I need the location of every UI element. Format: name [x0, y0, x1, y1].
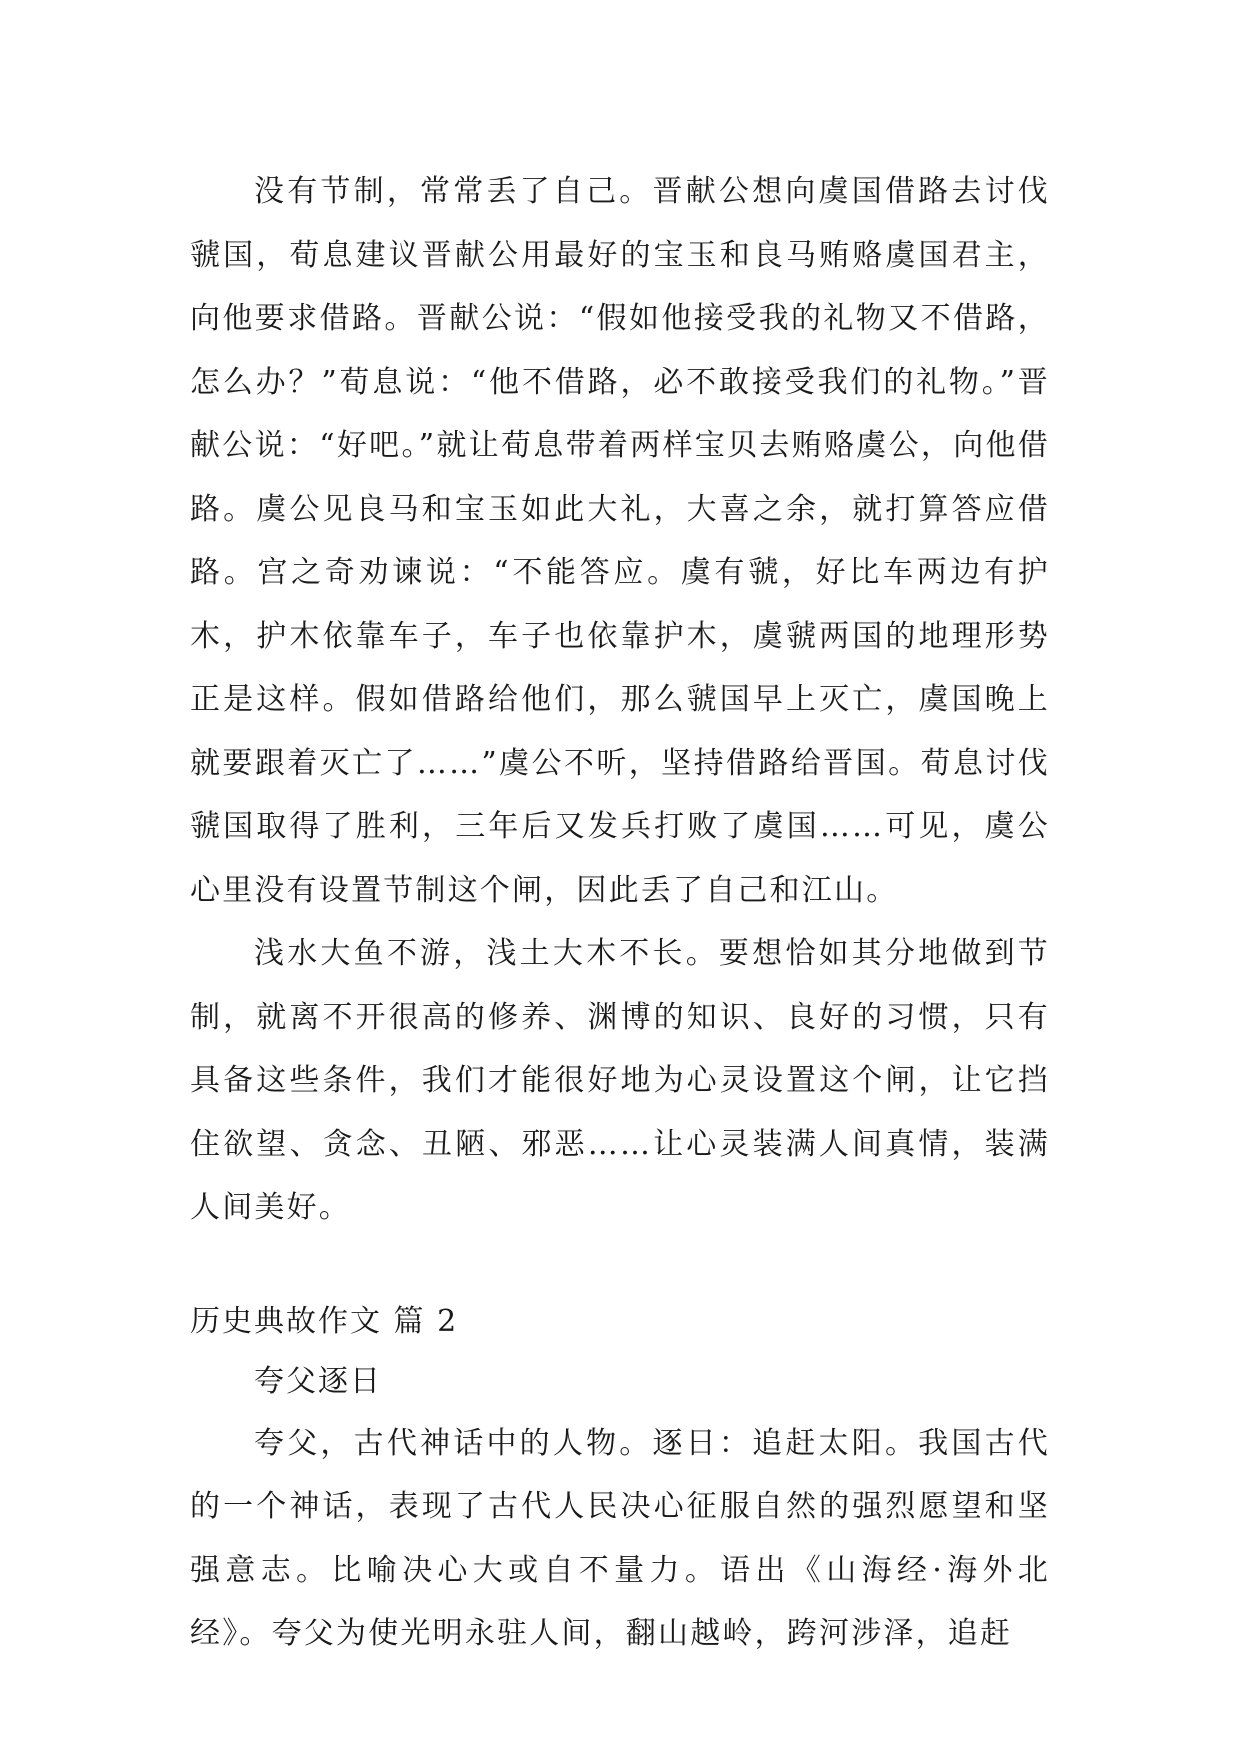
section-title: 历史典故作文 篇 2: [190, 1303, 459, 1339]
paragraph-1: 没有节制，常常丢了自己。晋献公想向虞国借路去讨伐虢国，荀息建议晋献公用最好的宝玉和良马贿赂虞国君主，向他要求借路。晋献公说：“假如他接受我的礼物又不借路，怎么办？”荀息说：“他不借路，必不敢接受我们的礼物。”晋献公说：“好吧。”就让荀息带着两样宝贝去贿赂虞公，向他借路。虞公见良马和宝玉如此大礼，大喜之余，就打算答应借路。宫之奇劝谏说：“不能答应。虞有虢，好比车两边有护木，护木依靠车子，车子也依靠护木，虞虢两国的地理形势正是这样。假如借路给他们，那么虢国早上灭亡，虞国晚上就要跟着灭亡了……”虞公不听，坚持借路给晋国。荀息讨伐虢国取得了胜利，三年后又发兵打败了虞国……可见，虞公心里没有设置节制这个闸，因此丢了自己和江山。: [190, 174, 1050, 908]
article-subtitle: 夸父逐日: [254, 1363, 382, 1399]
section-spacer: [190, 1240, 1050, 1292]
document-page: [190, 160, 1050, 1666]
paragraph-2: 浅水大鱼不游，浅土大木不长。要想恰如其分地做到节制，就离不开很高的修养、渊博的知识、良好的习惯，只有具备这些条件，我们才能很好地为心灵设置这个闸，让它挡住欲望、贪念、丑陋、邪恶……让心灵装满人间真情，装满人间美好。: [190, 936, 1050, 1225]
paragraph-3: 夸父，古代神话中的人物。逐日：追赶太阳。我国古代的一个神话，表现了古代人民决心征服自然的强烈愿望和坚强意志。比喻决心大或自不量力。语出《山海经·海外北经》。夸父为使光明永驻人间，翻山越岭，跨河涉泽，追赶: [190, 1425, 1050, 1651]
